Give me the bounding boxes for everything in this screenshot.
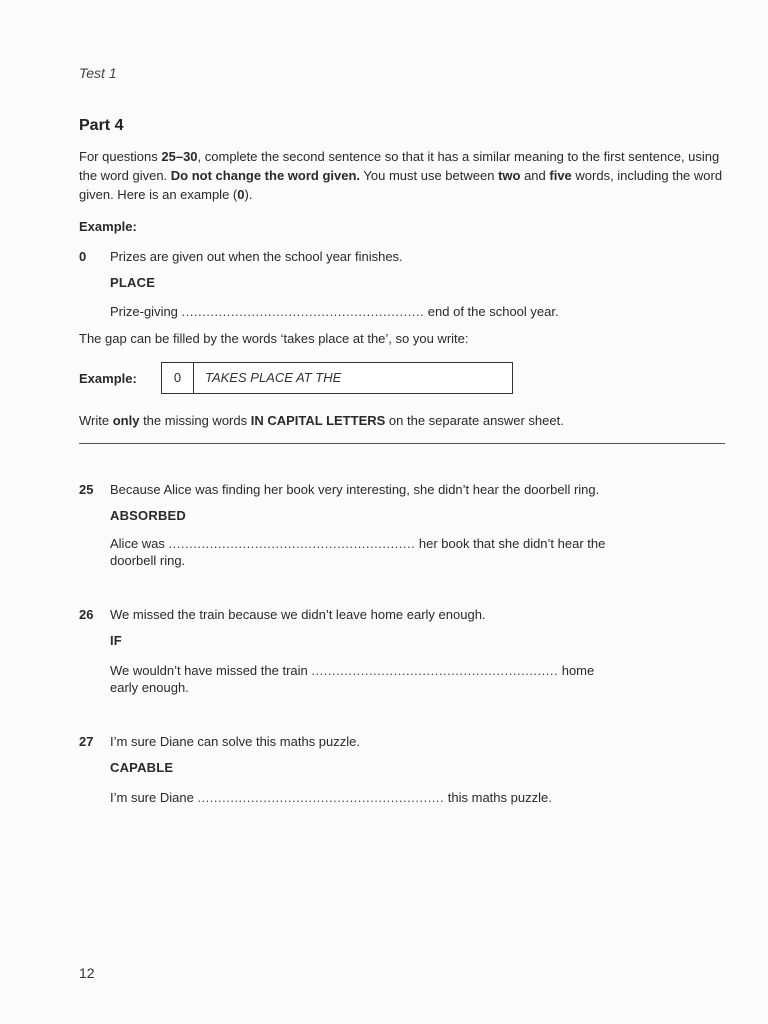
note-only: only — [112, 413, 140, 428]
transform-start: Prize-giving — [110, 304, 178, 319]
example-box-number: 0 — [162, 363, 194, 393]
question-transform-line2: early enough. — [110, 680, 189, 695]
instructions-paragraph — [79, 147, 739, 204]
transform-end: this maths puzzle. — [447, 790, 552, 805]
transform-start: Alice was — [110, 536, 165, 551]
transform-start: I’m sure Diane — [110, 790, 194, 805]
answer-gap: ............................................................ — [311, 663, 559, 678]
answer-sheet-note — [79, 413, 564, 428]
max-words: five — [549, 168, 572, 183]
do-not-change-note: Do not change the word given. — [170, 168, 361, 183]
note-text: Write — [79, 413, 113, 428]
question-sentence: We missed the train because we didn’t leave home early enough. — [110, 607, 486, 622]
answer-gap: ........................................................... — [181, 304, 425, 319]
question-transform-line — [110, 536, 605, 551]
example-answer-box — [161, 362, 513, 394]
example-heading: Example: — [79, 219, 137, 234]
example-sentence: Prizes are given out when the school year finishes. — [110, 249, 403, 264]
question-sentence: Because Alice was finding her book very interesting, she didn’t hear the doorbell ring. — [110, 482, 600, 497]
instructions-text: ). — [244, 187, 253, 202]
instructions-text: For questions — [79, 149, 162, 164]
example-ref: 0 — [237, 187, 245, 202]
instructions-text: You must use between — [360, 168, 499, 183]
answer-gap: ............................................................ — [168, 536, 416, 551]
min-words: two — [498, 168, 521, 183]
note-caps: IN CAPITAL LETTERS — [250, 413, 386, 428]
instructions-text: , complete the second sentence so that it has a similar meaning to the first sentence, using the word given. — [79, 149, 720, 183]
question-transform-line — [110, 663, 594, 678]
part-title: Part 4 — [79, 117, 124, 134]
example-transform-line — [110, 304, 559, 319]
example-explanation: The gap can be filled by the words ‘takes place at the’, so you write: — [79, 331, 469, 346]
example-number: 0 — [79, 249, 87, 264]
example-box-label: Example: — [79, 371, 137, 386]
transform-end: home — [561, 663, 595, 678]
question-number: 26 — [79, 607, 94, 622]
section-divider — [79, 443, 725, 444]
question-keyword: ABSORBED — [110, 508, 186, 523]
question-transform-line — [110, 790, 552, 805]
question-number: 25 — [79, 482, 94, 497]
example-keyword: PLACE — [110, 275, 156, 290]
transform-end: end of the school year. — [427, 304, 559, 319]
question-range: 25–30 — [161, 149, 198, 164]
note-text: on the separate answer sheet. — [385, 413, 564, 428]
question-number: 27 — [79, 734, 94, 749]
question-sentence: I’m sure Diane can solve this maths puzzle. — [110, 734, 360, 749]
page-number: 12 — [79, 965, 95, 981]
question-keyword: CAPABLE — [110, 760, 174, 775]
running-head: Test 1 — [79, 65, 117, 81]
question-keyword: IF — [110, 633, 122, 648]
transform-start: We wouldn’t have missed the train — [110, 663, 308, 678]
instructions-text: words, including the word given. Here is an example ( — [79, 168, 723, 202]
transform-end: her book that she didn’t hear the — [418, 536, 606, 551]
question-transform-line2: doorbell ring. — [110, 553, 186, 568]
example-box-answer: TAKES PLACE AT THE — [205, 370, 342, 385]
note-text: the missing words — [139, 413, 251, 428]
answer-gap: ............................................................ — [197, 790, 445, 805]
instructions-text: and — [520, 168, 550, 183]
